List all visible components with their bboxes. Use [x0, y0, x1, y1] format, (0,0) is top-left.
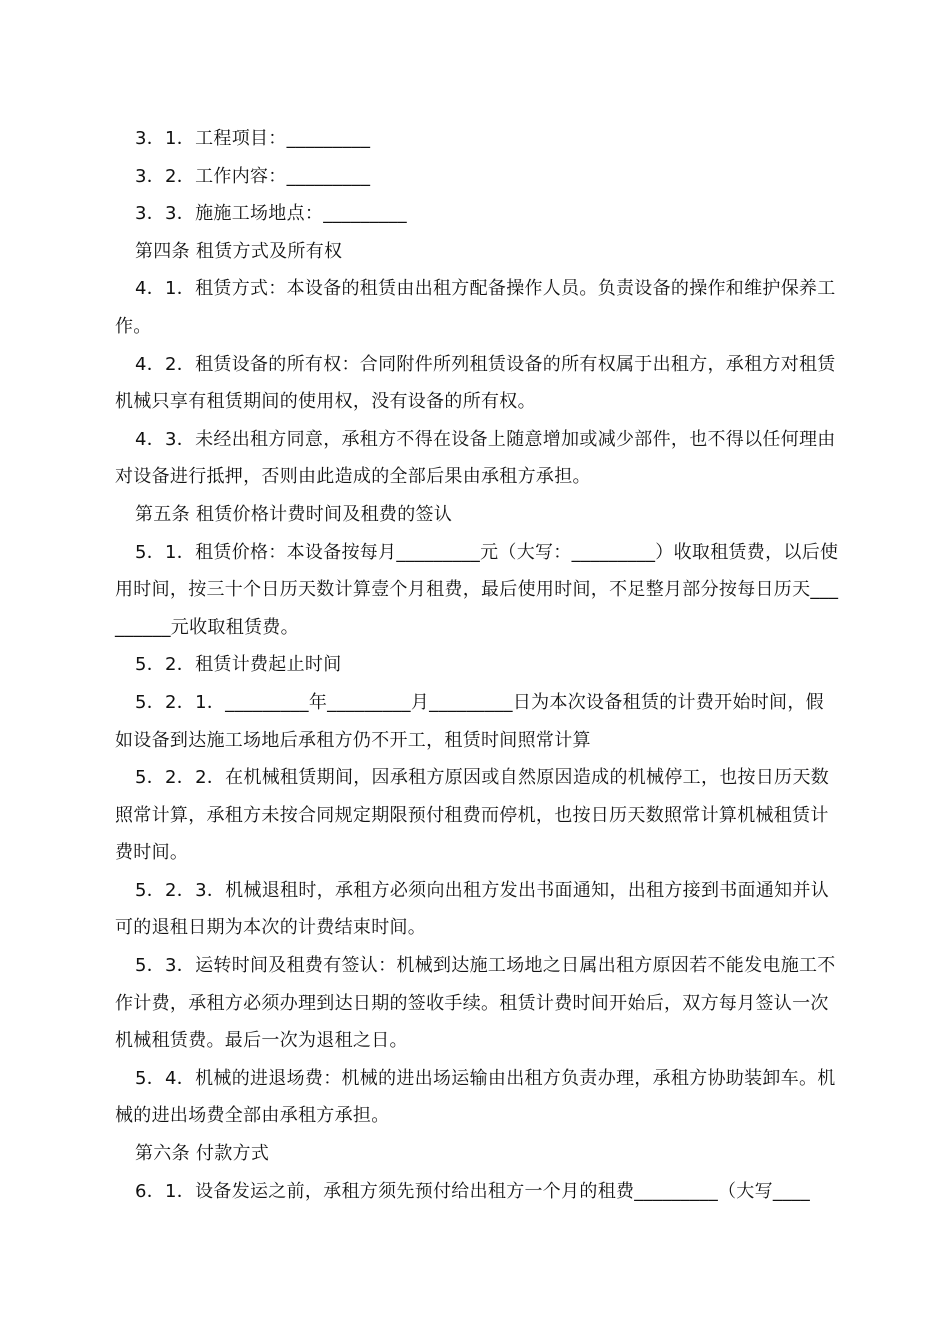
clause-5-2-2: 5．2．2．在机械租赁期间，因承租方原因或自然原因造成的机械停工，也按日历天数照常计算，承租方未按合同规定期限预付租费而停机，也按日历天数照常计算机械租赁计费时间。: [115, 767, 830, 864]
clause-4-3: 4．3．未经出租方同意，承租方不得在设备上随意增加或减少部件，也不得以任何理由对设备进行抵押，否则由此造成的全部后果由承租方承担。: [115, 428, 836, 488]
clause-4-2: 4．2．租赁设备的所有权：合同附件所列租赁设备的所有权属于出租方，承租方对租赁机械只享有租赁期间的使用权，没有设备的所有权。: [115, 353, 836, 413]
clause-5-4: 5．4．机械的进退场费：机械的进出场运输由出租方负责办理，承租方协助装卸车。机械的进出场费全部由承租方承担。: [115, 1067, 836, 1127]
clause-3-2: 3．2．工作内容：_________: [135, 165, 371, 187]
document-body: [115, 120, 840, 1210]
clause-5-1: 5．1．租赁价格：本设备按每月_________元（大写：_________）收取租赁费，以后使用时间，按三十个日历天数计算壹个月租费，最后使用时间，不足整月部分按每日历天_________元收取租赁费。: [115, 541, 839, 638]
article-4-heading: 第四条 租赁方式及所有权: [135, 240, 343, 262]
clause-4-1: 4．1．租赁方式：本设备的租赁由出租方配备操作人员。负责设备的操作和维护保养工作。: [115, 278, 836, 337]
clause-3-1: 3．1．工程项目：_________: [135, 128, 371, 149]
article-6-heading: 第六条 付款方式: [135, 1143, 270, 1165]
article-5-heading: 第五条 租赁价格计费时间及租费的签认: [135, 503, 453, 525]
clause-3-3: 3．3．施施工场地点：_________: [135, 203, 407, 225]
clause-5-3: 5．3．运转时间及租费有签认：机械到达施工场地之日属出租方原因若不能发电施工不作计费，承租方必须办理到达日期的签收手续。租赁计费时间开始后，双方每月签认一次机械租赁费。最后一次为退租之日。: [115, 955, 836, 1052]
clause-5-2-1: 5．2．1．_________年_________月_________日为本次设备租赁的计费开始时间，假如设备到达施工场地后承租方仍不开工，租赁时间照常计算: [115, 691, 824, 751]
clause-5-2-3: 5．2．3．机械退租时，承租方必须向出租方发出书面通知，出租方接到书面通知并认可的退租日期为本次的计费结束时间。: [115, 879, 830, 939]
clause-6-1: 6．1．设备发运之前，承租方须先预付给出租方一个月的租费_________（大写____: [135, 1180, 811, 1202]
clause-5-2: 5．2．租赁计费起止时间: [135, 654, 342, 676]
